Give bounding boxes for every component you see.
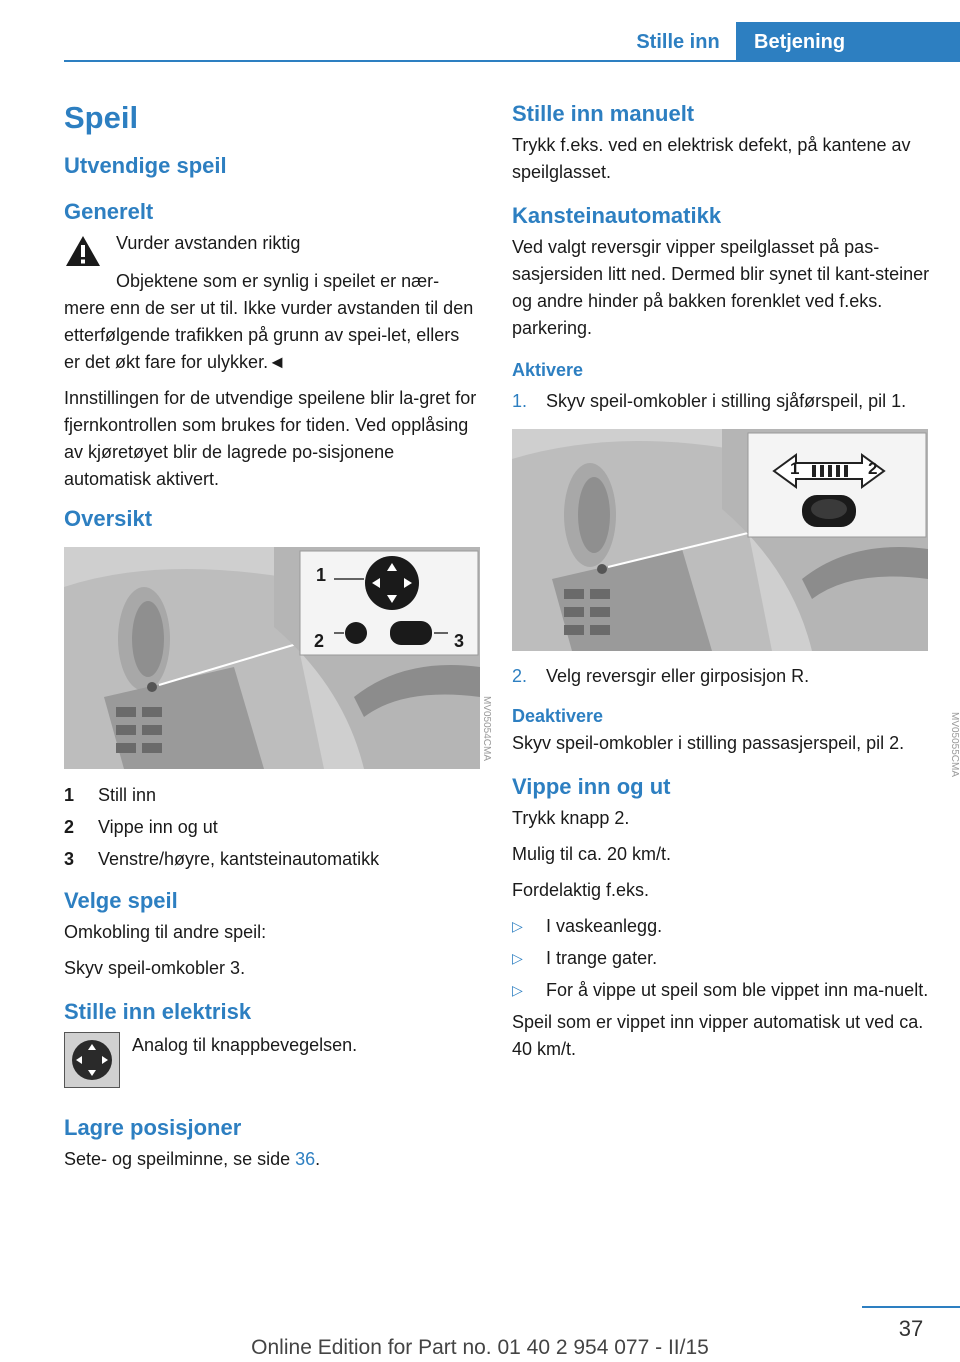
section-heading-exterior-mirrors: Utvendige speil [64, 153, 227, 178]
heading-deactivate: Deaktivere [512, 706, 604, 726]
figure-label-1: 1 [316, 565, 327, 585]
figure-label-3: 3 [454, 631, 465, 651]
warning-title: Vurder avstanden riktig [116, 233, 301, 253]
step-item: 1. Skyv speil-omkobler i stilling sjåførspeil, pil 1. [512, 391, 907, 411]
left-column [64, 98, 492, 1182]
heading-activate: Aktivere [512, 360, 584, 380]
warning-text: Objektene som er synlig i speilet er nær-mere enn de ser ut til. Ikke vurder avstanden til den etterfølgende trafikken på grunn av spei-let, ellers er det økt fare for ulykker.◄ [64, 271, 474, 372]
fold-text-4: Speil som er vippet inn vipper automatisk ut ved ca. 40 km/t. [512, 1012, 924, 1059]
page-title: Speil [64, 100, 139, 135]
figure-code-right: MV05055CMA [949, 712, 960, 778]
bullet-item: ▷ I vaskeanlegg. [512, 913, 932, 940]
figure-label-2: 2 [314, 631, 325, 651]
heading-curb-automatic: Kansteinautomatikk [512, 203, 722, 228]
mirror-adjust-button-icon [64, 1032, 120, 1088]
curb-switch-illustration [512, 429, 928, 651]
right-column [512, 98, 960, 1072]
heading-electric-adjust: Stille inn elektrisk [64, 999, 252, 1024]
heading-fold-mirror: Vippe inn og ut [512, 774, 671, 799]
footer-edition: Online Edition for Part no. 01 40 2 954 077 - II/15 [251, 1336, 709, 1359]
select-text-1: Omkobling til andre speil: [64, 922, 267, 942]
triangle-bullet-icon: ▷ [512, 918, 523, 934]
legend-list [64, 779, 478, 875]
heading-manual-adjust: Stille inn manuelt [512, 101, 695, 126]
heading-general: Generelt [64, 199, 154, 224]
triangle-bullet-icon: ▷ [512, 982, 523, 998]
heading-overview: Oversikt [64, 506, 153, 531]
figure-arrow-label-1: 1 [790, 459, 800, 478]
header-chapter-tab: Betjening [736, 22, 960, 62]
header-section-tab: Stille inn [636, 30, 720, 53]
step-item: 2. Velg reversgir eller girposisjon R. [512, 666, 810, 686]
fold-bullets [512, 913, 932, 1004]
triangle-bullet-icon: ▷ [512, 950, 523, 966]
curb-switch-figure [512, 429, 928, 651]
page-number: 37 [898, 1316, 924, 1341]
electric-block [64, 1032, 478, 1088]
page-number-rule [862, 1306, 960, 1308]
intro-paragraph: Innstillingen for de utvendige speilene blir la-gret for fjernkontrollen som brukes for tiden. Ved opplåsing av kjøretøyet blir de lagrede po-sisjonene automatisk aktivert. [64, 388, 477, 489]
activate-steps-continued [512, 663, 932, 690]
store-text: Sete- og speilminne, se side 36. [64, 1149, 321, 1169]
header-rule [64, 60, 960, 62]
page-link-36[interactable]: 36 [295, 1149, 316, 1169]
warning-icon [64, 234, 102, 268]
heading-select-mirror: Velge speil [64, 888, 178, 913]
electric-text: Analog til knappbevegelsen. [132, 1035, 358, 1055]
select-text-2: Skyv speil-omkobler 3. [64, 958, 246, 978]
figure-code: MV05054CMA [481, 696, 492, 762]
manual-text: Trykk f.eks. ved en elektrisk defekt, på kantene av speilglasset. [512, 135, 911, 182]
bullet-item: ▷ For å vippe ut speil som ble vippet inn ma-nuelt. [512, 977, 932, 1004]
mirror-controls-illustration [64, 547, 480, 769]
mirror-controls-figure [64, 547, 480, 769]
bullet-item: ▷ I trange gater. [512, 945, 932, 972]
warning-block [64, 230, 478, 268]
legend-item: 3 Venstre/høyre, kantsteinautomatikk [64, 849, 380, 869]
legend-item: 1 Still inn [64, 785, 157, 805]
curb-text: Ved valgt reversgir vipper speilglasset på pas-sasjersiden litt ned. Dermed blir synet til kant-steiner og andre hinder på bakken forenklet ved f.eks. parkering. [512, 237, 930, 338]
fold-text-3: Fordelaktig f.eks. [512, 880, 650, 900]
heading-store-positions: Lagre posisjoner [64, 1115, 242, 1140]
fold-text-2: Mulig til ca. 20 km/t. [512, 844, 672, 864]
legend-item: 2 Vippe inn og ut [64, 817, 218, 837]
fold-text-1: Trykk knapp 2. [512, 808, 630, 828]
deactivate-text: Skyv speil-omkobler i stilling passasjerspeil, pil 2. [512, 733, 905, 753]
figure-arrow-label-2: 2 [868, 459, 878, 478]
activate-steps [512, 388, 932, 415]
